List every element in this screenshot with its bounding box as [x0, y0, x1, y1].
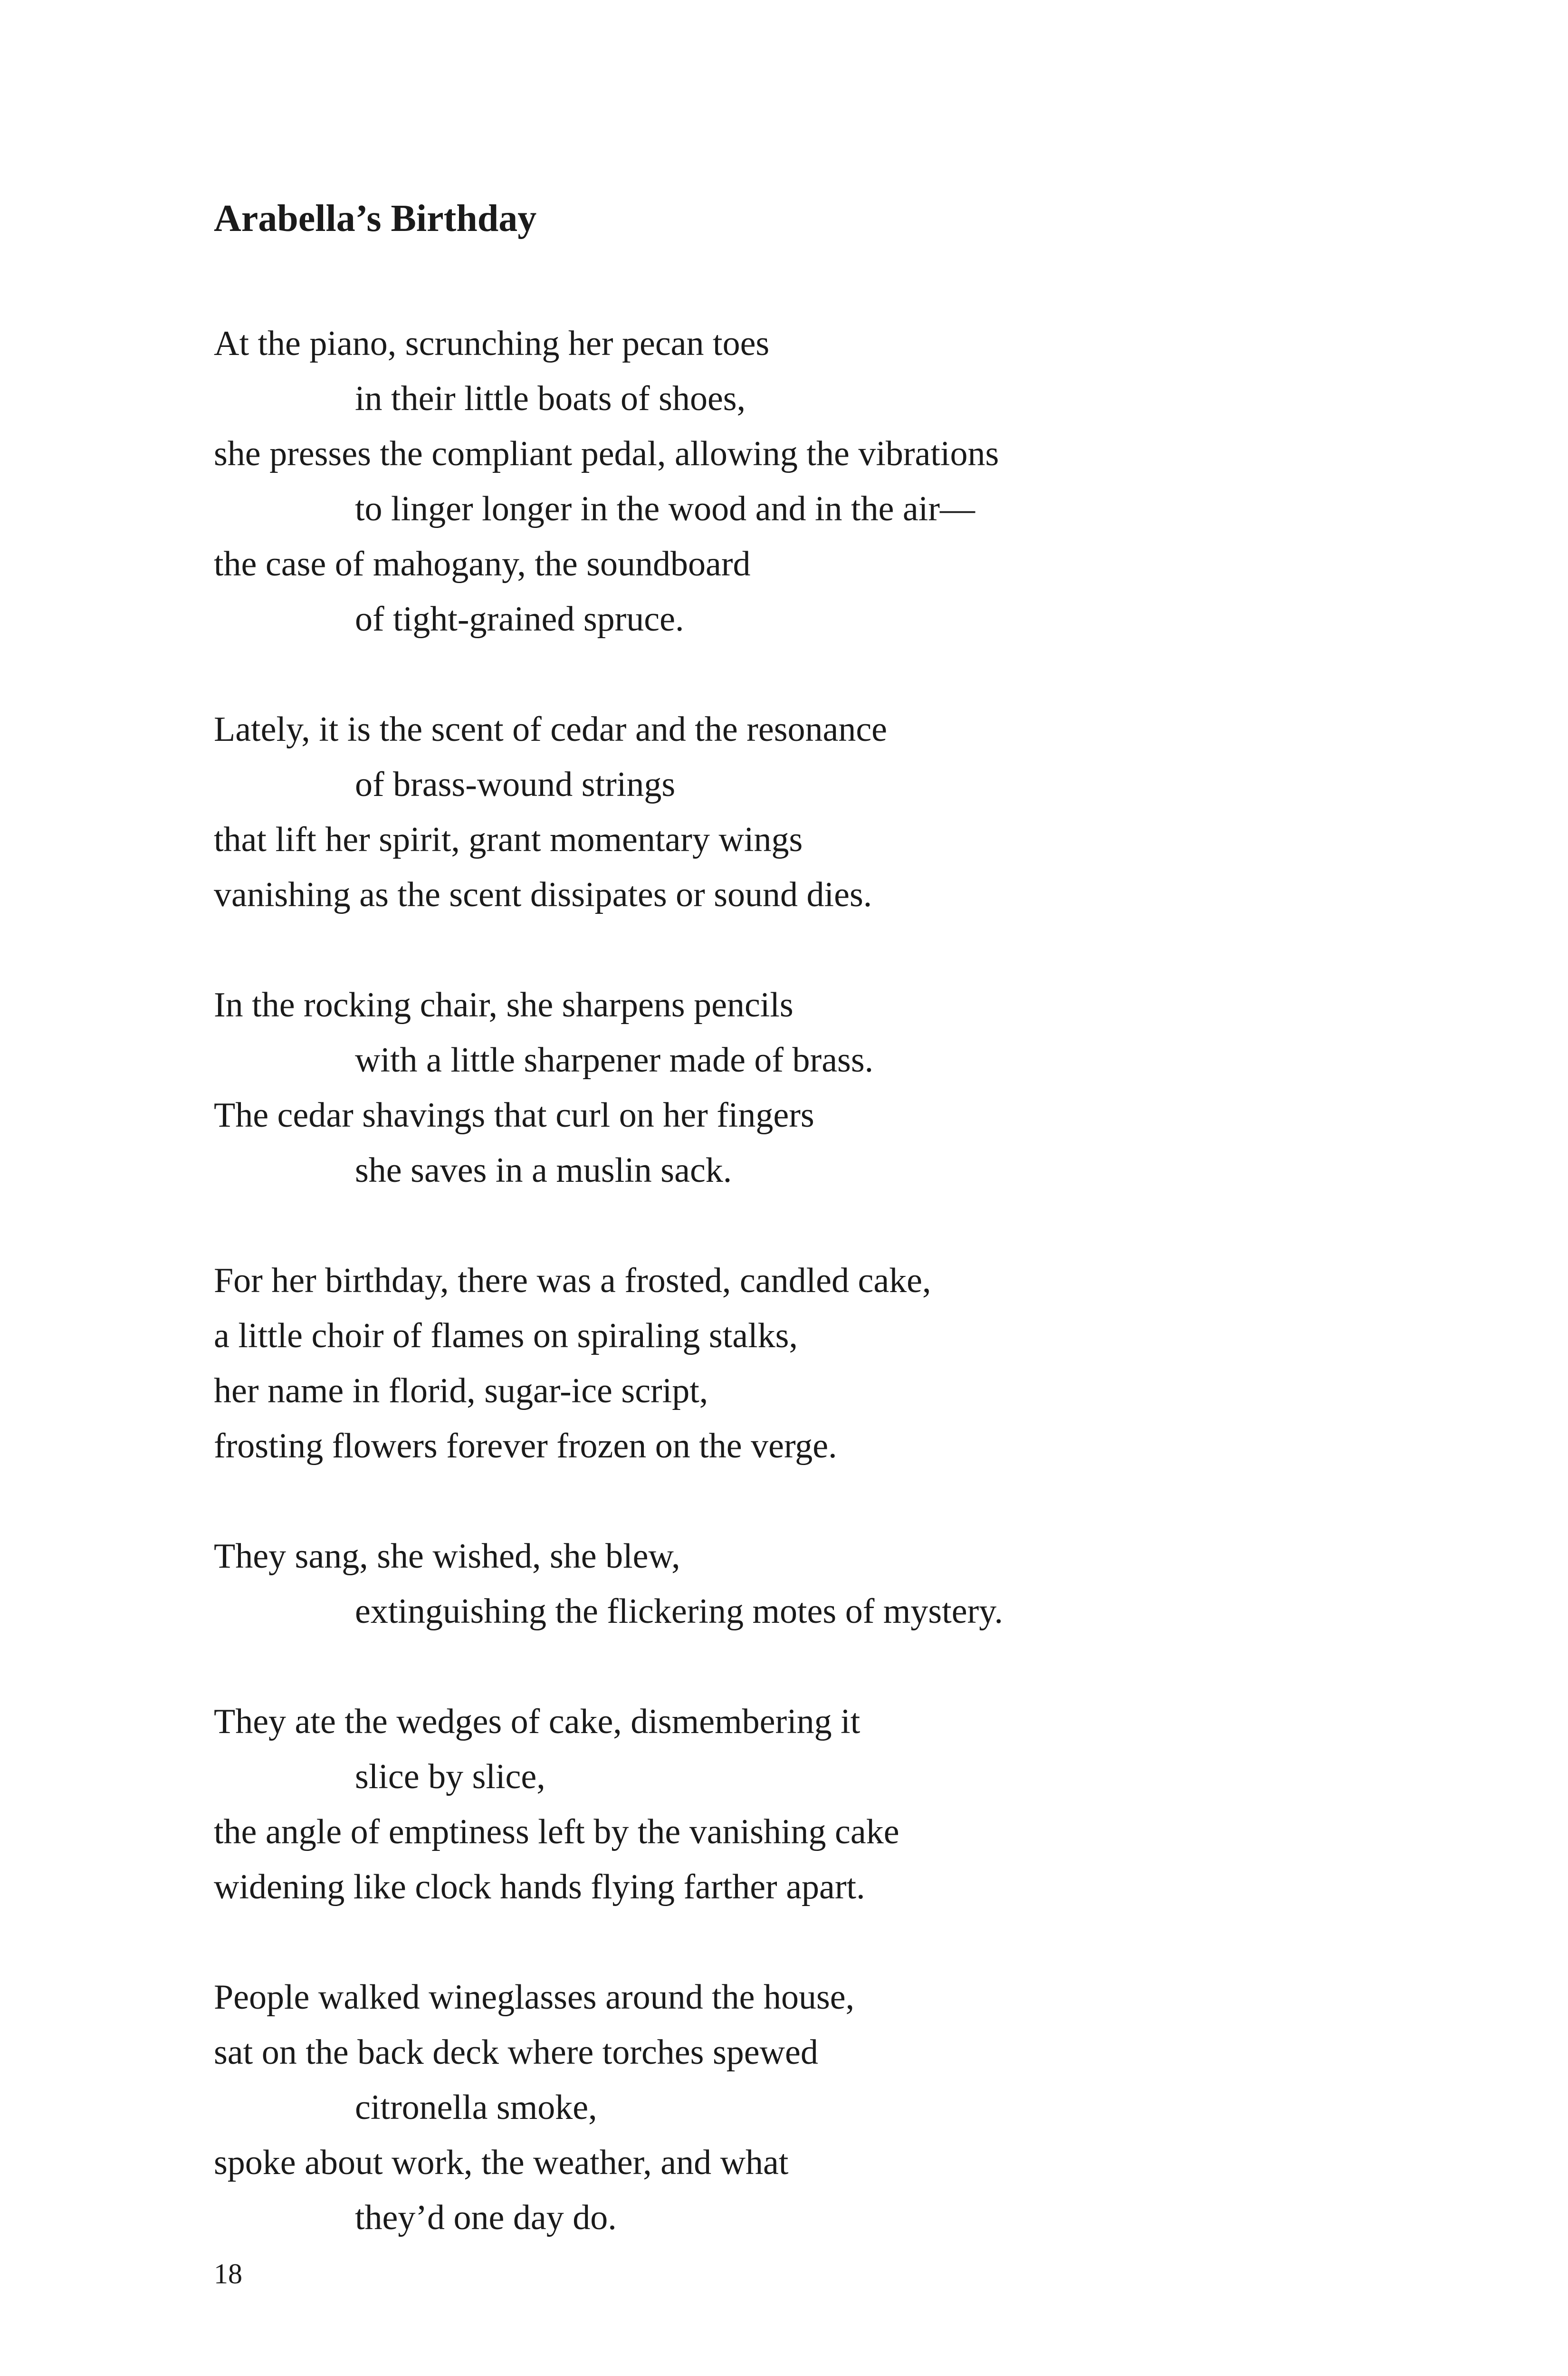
poem-line: The cedar shavings that curl on her fingers	[214, 1096, 814, 1135]
poem-line: slice by slice,	[355, 1757, 545, 1796]
poem-line: For her birthday, there was a frosted, candled cake,	[214, 1261, 931, 1300]
stanza	[214, 1529, 1402, 1639]
poem-line: frosting flowers forever frozen on the verge.	[214, 1427, 837, 1466]
poem-line: Lately, it is the scent of cedar and the resonance	[214, 710, 888, 749]
stanza	[214, 316, 1402, 647]
poem-line: they’d one day do.	[355, 2198, 617, 2237]
poem-title: Arabella’s Birthday	[214, 198, 537, 240]
poem-line: extinguishing the flickering motes of mystery.	[355, 1592, 1003, 1631]
page-number: 18	[214, 2258, 242, 2290]
poem-line: They sang, she wished, she blew,	[214, 1537, 680, 1576]
poem-line: she presses the compliant pedal, allowing the vibrations	[214, 434, 999, 473]
poem-line: People walked wineglasses around the house,	[214, 1978, 855, 2017]
poem-line: with a little sharpener made of brass.	[355, 1041, 874, 1080]
poem-line: her name in florid, sugar-ice script,	[214, 1371, 708, 1410]
poem-line: vanishing as the scent dissipates or sound dies.	[214, 875, 872, 914]
stanza	[214, 702, 1402, 922]
poem-body	[214, 316, 1402, 2300]
poem-line: a little choir of flames on spiraling stalks,	[214, 1316, 798, 1355]
poem-line: that lift her spirit, grant momentary wings	[214, 820, 803, 859]
poem-line: in their little boats of shoes,	[355, 379, 746, 418]
poem-line: of tight-grained spruce.	[355, 600, 684, 639]
stanza	[214, 1253, 1402, 1474]
poem-line: the case of mahogany, the soundboard	[214, 545, 751, 584]
poem-line: the angle of emptiness left by the vanishing cake	[214, 1812, 899, 1851]
poem-line: of brass-wound strings	[355, 765, 676, 804]
poem-line: At the piano, scrunching her pecan toes	[214, 324, 770, 363]
poem-line: widening like clock hands flying farther apart.	[214, 1868, 865, 1907]
poem-line: They ate the wedges of cake, dismembering it	[214, 1702, 860, 1741]
stanza	[214, 1694, 1402, 1915]
poem-line: to linger longer in the wood and in the air—	[355, 489, 975, 528]
stanza	[214, 1970, 1402, 2245]
poem-line: In the rocking chair, she sharpens pencils	[214, 986, 794, 1025]
poem-line: sat on the back deck where torches spewed	[214, 2033, 818, 2072]
poem-line: she saves in a muslin sack.	[355, 1151, 732, 1190]
poem-line: citronella smoke,	[355, 2088, 597, 2127]
poem-line: spoke about work, the weather, and what	[214, 2143, 789, 2182]
stanza	[214, 977, 1402, 1198]
